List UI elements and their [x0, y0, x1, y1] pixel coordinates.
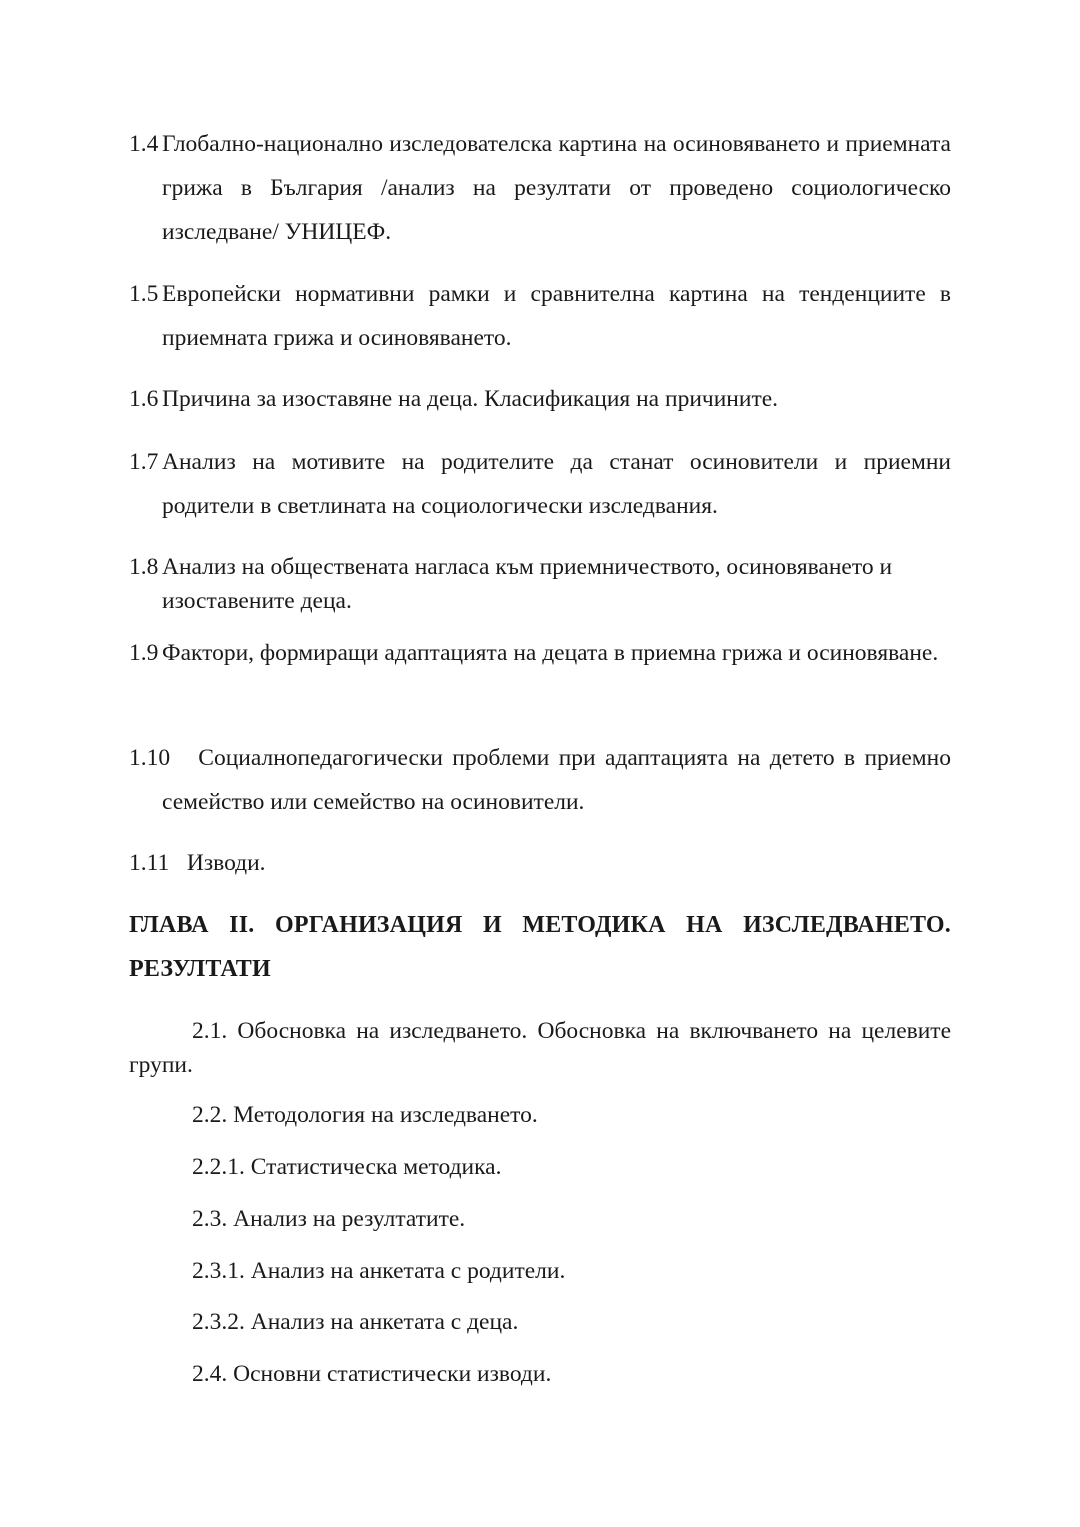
toc-item-number: 1.5	[129, 281, 159, 307]
toc-item-text: Социалнопедагогически проблеми при адаптацията на детето в приемно семейство или семейство на осиновители.	[162, 745, 952, 815]
toc-item-number: 1.7	[129, 449, 159, 475]
toc-item-text: Фактори, формиращи адаптацията на децата в приемна грижа и осиновяване.	[162, 640, 939, 666]
toc-item-number: 1.8	[129, 554, 159, 580]
toc-item	[129, 631, 951, 675]
toc-item-number: 1.11	[129, 850, 170, 876]
section-item: 2.1. Обосновка на изследването. Обосновка на включването на целевите групи.	[129, 1018, 951, 1078]
toc-item-number: 1.4	[129, 131, 159, 157]
section-item: 2.3.2. Анализ на анкетата с деца.	[192, 1309, 519, 1335]
toc-item-line	[129, 841, 951, 885]
chapter-heading: ГЛАВА II. ОРГАНИЗАЦИЯ И МЕТОДИКА НА ИЗСЛЕДВАНЕТО. РЕЗУЛТАТИ	[129, 912, 951, 982]
toc-item-text: Изводи.	[186, 850, 266, 876]
toc-item	[129, 122, 951, 254]
section-item: 2.3.1. Анализ на анкетата с родители.	[192, 1258, 566, 1284]
section-item: 2.2.1. Статистическа методика.	[192, 1154, 502, 1180]
toc-item-text: Глобално-национално изследователска картина на осиновяването и приемната грижа в България /анализ на резултати от проведено социологическо изследване/ УНИЦЕФ.	[162, 131, 951, 245]
section-item: 2.2. Методология на изследването.	[192, 1102, 538, 1128]
toc-item	[129, 440, 951, 528]
toc-item	[129, 550, 951, 618]
toc-item	[129, 841, 951, 885]
section-item: 2.4. Основни статистически изводи.	[192, 1361, 552, 1387]
section-item: 2.3. Анализ на резултатите.	[192, 1206, 466, 1232]
toc-item-line	[129, 736, 951, 824]
toc-item	[129, 377, 951, 421]
toc-item-text: Анализ на обществената нагласа към приемничеството, осиновяването и изоставените деца.	[162, 554, 893, 614]
toc-item-text: Анализ на мотивите на родителите да станат осиновители и приемни родители в светлината на социологически изследвания.	[162, 449, 951, 519]
toc-item-number: 1.9	[129, 640, 159, 666]
toc-item-text: Европейски нормативни рамки и сравнителна картина на тенденциите в приемната грижа и осиновяването.	[162, 281, 951, 351]
toc-item	[129, 736, 951, 824]
toc-item-text: Причина за изоставяне на деца. Класификация на причините.	[162, 386, 779, 412]
toc-item-number: 1.10	[129, 745, 171, 771]
toc-item-number: 1.6	[129, 386, 159, 412]
toc-item	[129, 272, 951, 360]
